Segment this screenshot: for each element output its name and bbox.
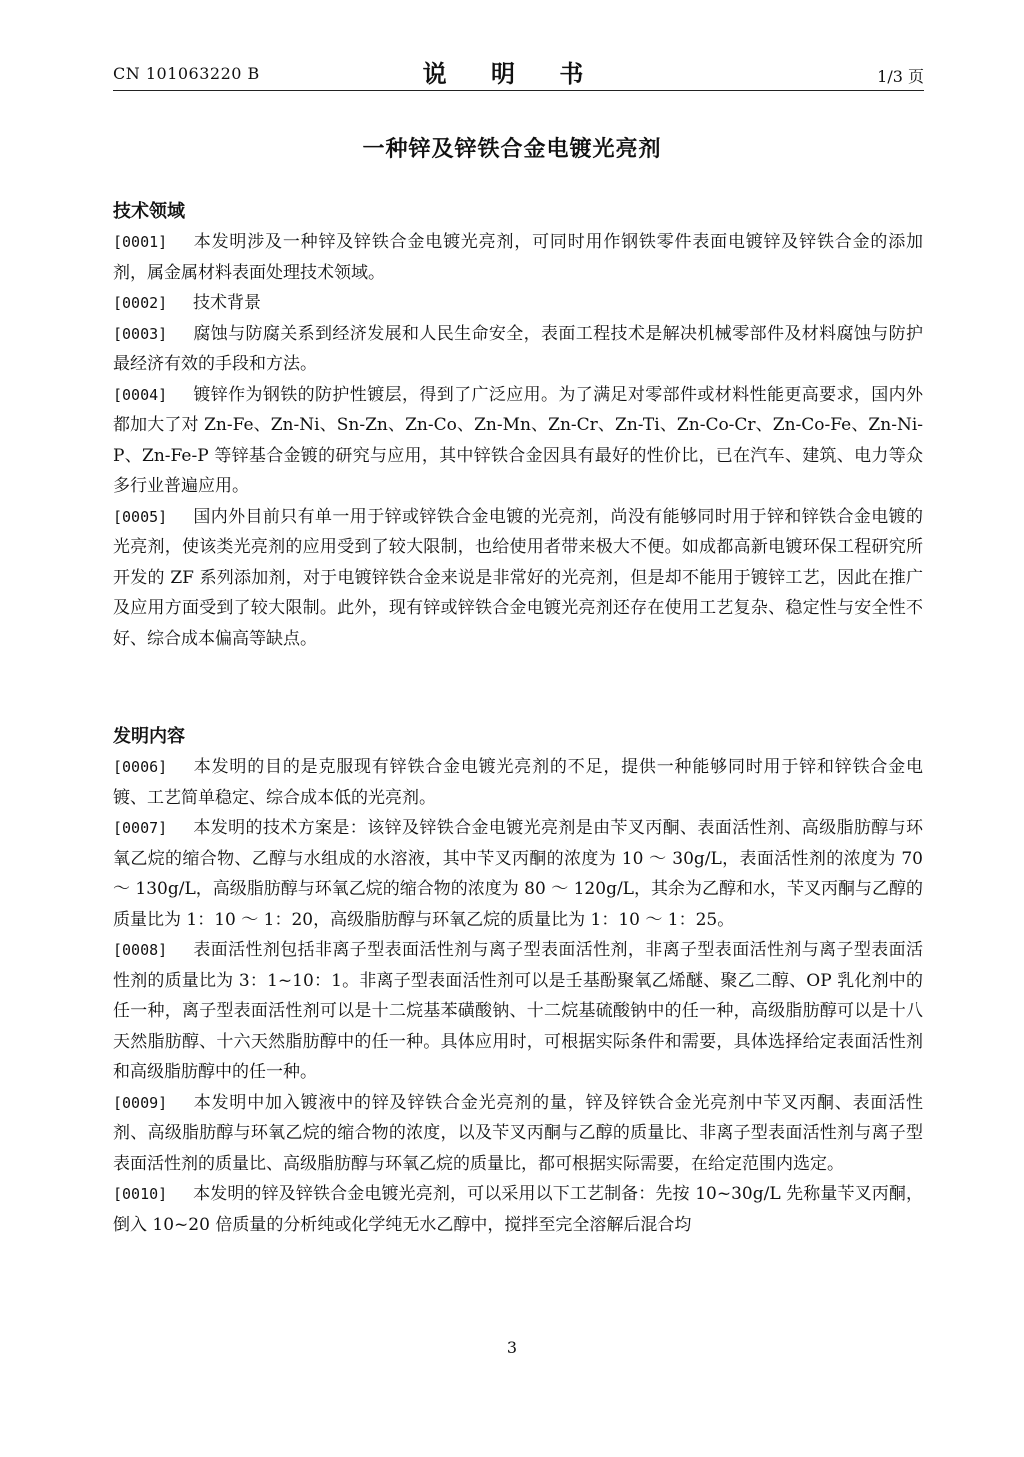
paragraph xyxy=(113,502,923,655)
paragraph-text: 本发明涉及一种锌及锌铁合金电镀光亮剂，可同时用作钢铁零件表面电镀锌及锌铁合金的添加剂，属金属材料表面处理技术领域。 xyxy=(113,232,923,283)
paragraph-text: 国内外目前只有单一用于锌或锌铁合金电镀的光亮剂，尚没有能够同时用于锌和锌铁合金电镀的光亮剂，使该类光亮剂的应用受到了较大限制，也给使用者带来极大不便。如成都高新电镀环保工程研究所开发的 ZF 系列添加剂，对于电镀锌铁合金来说是非常好的光亮剂，但是却不能用于镀锌工艺，因此在推广及应用方面受到了较大限制。此外，现有锌或锌铁合金电镀光亮剂还存在使用工艺复杂、稳定性与安全性不好、综合成本偏高等缺点。 xyxy=(113,506,923,649)
paragraph-number: [0006] xyxy=(113,758,168,776)
page-number: 3 xyxy=(506,1338,518,1357)
paragraph-text: 镀锌作为钢铁的防护性镀层，得到了广泛应用。为了满足对零部件或材料性能更高要求，国内外都加大了对 Zn-Fe、Zn-Ni、Sn-Zn、Zn-Co、Zn-Mn、Zn-Cr、Zn-Ti、Zn-Co-Cr、Zn-Co-Fe、Zn-Ni-P、Zn-Fe-P 等锌基合金镀的研究与应用，其中锌铁合金因具有最好的性价比，已在汽车、建筑、电力等众多行业普遍应用。 xyxy=(113,384,923,496)
paragraph-text: 本发明的锌及锌铁合金电镀光亮剂，可以采用以下工艺制备：先按 10~30g/L 先称量苄叉丙酮，倒入 10~20 倍质量的分析纯或化学纯无水乙醇中，搅拌至完全溶解后混合均 xyxy=(113,1184,923,1235)
paragraph xyxy=(113,752,923,813)
paragraph xyxy=(113,1179,923,1240)
paragraph xyxy=(113,288,923,319)
section-invention-content xyxy=(113,722,923,1240)
paragraph xyxy=(113,227,923,288)
paragraph-number: [0005] xyxy=(113,507,168,526)
paragraph-number: [0004] xyxy=(113,385,168,404)
patent-number: CN 101063220 B xyxy=(113,64,260,83)
paragraph xyxy=(113,1088,923,1180)
paragraph-number: [0010] xyxy=(113,1185,168,1203)
paragraph xyxy=(113,380,923,502)
document-type: 说 明 书 xyxy=(422,59,602,88)
paragraph-number: [0009] xyxy=(113,1093,168,1112)
paragraph-number: [0007] xyxy=(113,819,168,837)
document-title: 一种锌及锌铁合金电镀光亮剂 xyxy=(362,136,662,162)
paragraph-text: 本发明的目的是克服现有锌铁合金电镀光亮剂的不足，提供一种能够同时用于锌和锌铁合金电镀、工艺简单稳定、综合成本低的光亮剂。 xyxy=(113,757,923,808)
paragraph-number: [0008] xyxy=(113,941,168,959)
paragraph-number: [0001] xyxy=(113,233,168,251)
section-technical-field xyxy=(113,197,923,654)
paragraph xyxy=(113,319,923,380)
paragraph-text: 表面活性剂包括非离子型表面活性剂与离子型表面活性剂，非离子型表面活性剂与离子型表面活性剂的质量比为 3：1~10：1。非离子型表面活性剂可以是壬基酚聚氧乙烯醚、聚乙二醇、OP 乳化剂中的任一种，离子型表面活性剂可以是十二烷基苯磺酸钠、十二烷基硫酸钠中的任一种，高级脂肪醇可以是十八天然脂肪醇、十六天然脂肪醇中的任一种。具体应用时，可根据实际条件和需要，具体选择给定表面活性剂和高级脂肪醇中的任一种。 xyxy=(113,940,923,1082)
paragraph-number: [0003] xyxy=(113,324,168,343)
paragraph-text: 技术背景 xyxy=(193,293,261,313)
header-divider xyxy=(113,90,924,91)
paragraph-text: 本发明的技术方案是：该锌及锌铁合金电镀光亮剂是由苄叉丙酮、表面活性剂、高级脂肪醇与环氧乙烷的缩合物、乙醇与水组成的水溶液，其中苄叉丙酮的浓度为 10 ～ 30g/L，表面活性剂的浓度为 70 ～ 130g/L，高级脂肪醇与环氧乙烷的缩合物的浓度为 80 ～ 120g/L，其余为乙醇和水，苄叉丙酮与乙醇的质量比为 1：10 ～ 1：20，高级脂肪醇与环氧乙烷的质量比为 1：10 ～ 1：25。 xyxy=(113,818,923,930)
paragraph xyxy=(113,813,923,935)
section-heading: 技术领域 xyxy=(113,201,185,222)
page-info: 1/3 页 xyxy=(877,67,924,86)
paragraph-text: 本发明中加入镀液中的锌及锌铁合金光亮剂的量，锌及锌铁合金光亮剂中苄叉丙酮、表面活性剂、高级脂肪醇与环氧乙烷的缩合物的浓度，以及苄叉丙酮与乙醇的质量比、非离子型表面活性剂与离子型表面活性剂的质量比、高级脂肪醇与环氧乙烷的质量比，都可根据实际需要，在给定范围内选定。 xyxy=(113,1092,923,1174)
paragraph-text: 腐蚀与防腐关系到经济发展和人民生命安全，表面工程技术是解决机械零部件及材料腐蚀与防护最经济有效的手段和方法。 xyxy=(113,323,923,374)
paragraph xyxy=(113,935,923,1088)
section-heading: 发明内容 xyxy=(113,726,185,747)
paragraph-number: [0002] xyxy=(113,294,168,312)
